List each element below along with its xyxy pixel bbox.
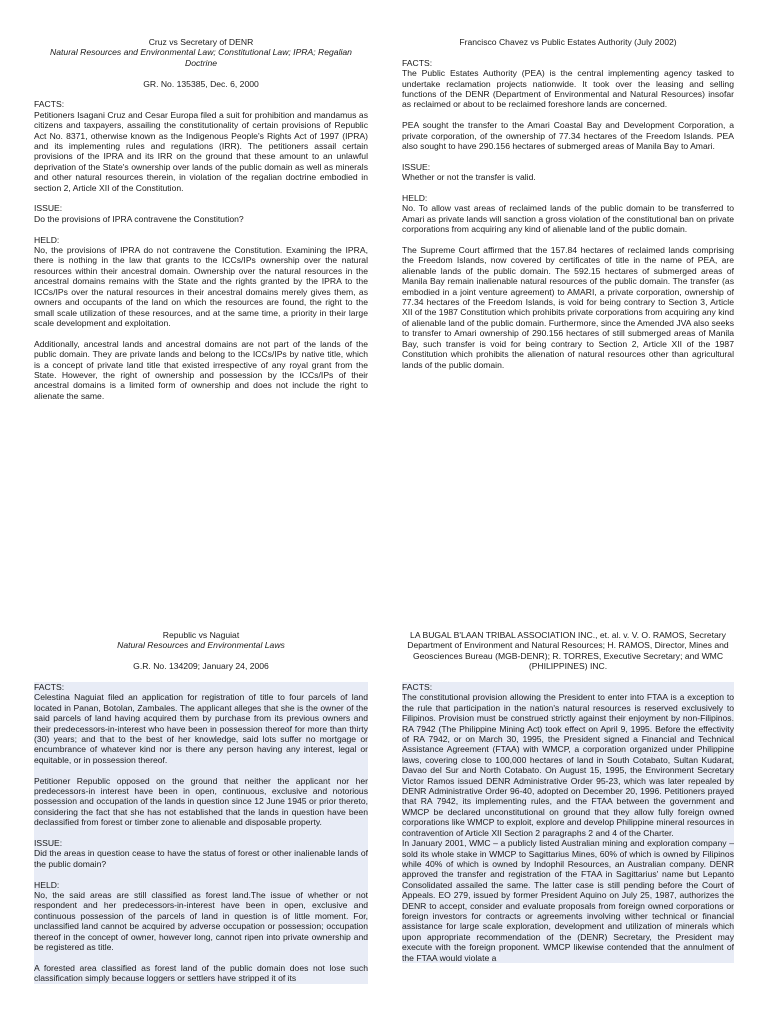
case-header [34, 630, 368, 672]
case-subtitle: Natural Resources and Environmental Laws [117, 640, 285, 651]
case-title: Republic vs Naguiat [162, 630, 240, 640]
facts-paragraph: The Public Estates Authority (PEA) is the central implementing agency tasked to undertake reclamation projects nationwide. It took over the leasing and selling functions of the DENR (Department of Environmental and Natural Resources) insofar as reclaimed or about to be reclaimed foreshore lands are concerned. [402, 68, 734, 110]
facts-paragraph: PEA sought the transfer to the Amari Coastal Bay and Development Corporation, a private corporation, of the ownership of 77.34 hectares of the Freedom Islands. PEA also sought to have 290.156 hectares of submerged areas of Manila Bay to Amari. [402, 120, 734, 152]
held-label: HELD: [402, 193, 428, 204]
case-cruz-vs-denr [34, 37, 368, 412]
issue-text: Whether or not the transfer is valid. [402, 172, 536, 183]
facts-label: FACTS: [402, 57, 433, 68]
case-body [402, 692, 734, 963]
held-label: HELD: [34, 234, 60, 245]
case-reference: G.R. No. 134209; January 24, 2006 [133, 661, 269, 672]
facts-paragraph: Petitioner Republic opposed on the ground that neither the applicant nor her predecessors-in interest have been in open, continuous, exclusive and notorious possession and occupation of the lands in question since 12 June 1945 or prior thereto, considering the fact that she has not established that the lands in question have been declassified from forest or timber zone to alienable and disposable property. [34, 775, 368, 828]
issue-label: ISSUE: [402, 161, 431, 172]
held-paragraph: A forested area classified as forest land of the public domain does not lose such classification simply because loggers or settlers have stripped it of its [34, 962, 368, 984]
case-title: Cruz vs Secretary of DENR [148, 37, 254, 47]
held-paragraph: No. To allow vast areas of reclaimed lands of the public domain to be transferred to Amari as private lands will sanction a gross violation of the constitutional ban on private corporations from acquiring any kind of alienable land of the public domain. [402, 203, 734, 235]
issue-text: Did the areas in question cease to have the status of forest or other inalienable lands of the public domain? [34, 848, 368, 869]
case-header [402, 37, 734, 47]
held-paragraph: No, the said areas are still classified as forest land.The issue of whether or not respondent and her predecessors-in-interest have been in open, exclusive and continuous possession of the parcels of land in question is of little moment. For, unclassified land cannot be acquired by adverse occupation or possession; occupation thereof in the concept of owner, however long, cannot ripen into private ownership and be registered as title. [34, 890, 368, 953]
case-subtitle: Natural Resources and Environmental Law; Constitutional Law; IPRA; Regalian Doctrine [50, 47, 352, 68]
issue-text: Do the provisions of IPRA contravene the Constitution? [34, 213, 244, 224]
issue-label: ISSUE: [34, 203, 63, 214]
case-body [34, 682, 368, 984]
facts-text: Petitioners Isagani Cruz and Cesar Europa filed a suit for prohibition and mandamus as citizens and taxpayers, assailing the constitutionality of certain provisions of Republic Act No. 8371, otherwise known as the Indigenous People's Rights Act of 1997 (IPRA) and its implementing rules and regulations (IRR). The petitioners assail certain provisions of the IPRA and its IRR on the ground that these amount to an unlawful deprivation of the State's ownership over lands of the public domain as well as minerals and other natural resources therein, in violation of the regalian doctrine embodied in section 2, Article XII of the Constitution. [34, 109, 368, 193]
facts-paragraph: The constitutional provision allowing the President to enter into FTAA is a exception to the rule that participation in the nation's natural resources is reserved exclusively to Filipinos. Provision must be construed strictly against their enjoyment by non-Filipinos. RA 7942 (The Philippine Mining Act) took effect on April 9, 1995. Before the effectivity of RA 7942, or on March 30, 1995, the President signed a Financial and Technical Assistance Agreement (FTAA) with WMCP, a corporation organized under Philippine laws, covering close to 100,000 hectares of land in South Cotabato, Sultan Kudarat, Davao del Sur and North Cotabato. On August 15, 1995, the Environment Secretary Victor Ramos issued DENR Administrative Order 95-23, which was later repealed by DENR Administrative Order 96-40, adopted on December 20, 1996. Petitioners prayed that RA 7942, its implementing rules, and the FTAA between the government and WMCP be declared unconstitutional on ground that they allow fully foreign owned corporations like WMCP to exploit, explore and develop Philippine mineral resources in contravention of Article XII Section 2 paragraphs 2 and 4 of the Charter. [402, 692, 734, 838]
held-paragraph: No, the provisions of IPRA do not contravene the Constitution. Examining the IPRA, there is nothing in the law that grants to the ICCs/IPs ownership over the natural resources within their ancestral domain. Ownership over the natural resources in the ancestral domains remains with the State and the rights granted by the IPRA to the ICCs/IPs over the natural resources in their ancestral domains merely gives them, as owners and occupants of the land on which the resources are found, the right to the small scale utilization of these resources, and at the same time, a priority in their large scale development and exploitation. [34, 245, 368, 328]
case-reference: GR. No. 135385, Dec. 6, 2000 [143, 78, 259, 89]
case-la-bugal-vs-ramos [402, 630, 734, 973]
case-republic-vs-naguiat [34, 630, 368, 994]
held-paragraph: The Supreme Court affirmed that the 157.84 hectares of reclaimed lands comprising the Freedom Islands, now covered by certificates of title in the name of PEA, are alienable lands of the public domain. The 592.15 hectares of submerged areas of Manila Bay remain inalienable natural resources of the public domain. The transfer (as embodied in a joint venture agreement) to AMARI, a private corporation, ownership of 77.34 hectares of the Freedom Islands, is void for being contrary to Section 3, Article XII of the 1987 Constitution which prohibits private corporations from acquiring any kind of alienable land of the public domain. Furthermore, since the Amended JVA also seeks to transfer to Amari ownership of 290.156 hectares of still submerged areas of Manila Bay, such transfer is void for being contrary to Section 2, Article XII of the 1987 Constitution which prohibits the alienation of natural resources other than agricultural lands of the public domain. [402, 245, 734, 370]
held-label: HELD: [34, 879, 60, 890]
case-header [34, 37, 368, 89]
facts-label: FACTS: [34, 682, 65, 692]
issue-label: ISSUE: [34, 838, 63, 849]
facts-paragraph: Celestina Naguiat filed an application for registration of title to four parcels of land located in Panan, Botolan, Zambales. The applicant alleges that she is the owner of the said parcels of land having acquired them by purchase from its previous owners and their predecessors-in-interest who have been in possession thereof for more than thirty (30) years; and that to the best of her knowledge, said lots suffer no mortgage or encumbrance of whatever kind nor is there any person having any interest, legal or equitable, or in possession thereof. [34, 692, 368, 765]
facts-paragraph: In January 2001, WMC – a publicly listed Australian mining and exploration company – sold its whole stake in WMCP to Sagittarius Mines, 60% of which is owned by Filipinos while 40% of which is owned by Indophil Resources, an Australian company. DENR approved the transfer and registration of the FTAA in Sagittarius' name but Lepanto Consolidated assailed the same. The latter case is still pending before the Court of Appeals. EO 279, issued by former President Aquino on July 25, 1987, authorizes the DENR to accept, consider and evaluate proposals from foreign owned corporations or foreign investors for contracts or agreements involving wither technical or financial assistance for large scale exploration, development and utilization of minerals which upon appropriate recommendation of the (DENR) Secretary, the President may execute with the foreign proponent. WMCP likewise contended that the annulment of the FTAA would violate a [402, 838, 734, 963]
case-chavez-vs-pea [402, 37, 734, 380]
case-header [402, 630, 734, 672]
held-paragraph: Additionally, ancestral lands and ancestral domains are not part of the lands of the public domain. They are private lands and belong to the ICCs/IPs by native title, which is a concept of private land title that existed irrespective of any royal grant from the State. However, the right of ownership and possession by the ICCs/IPs of their ancestral domains is a limited form of ownership and does not include the right to alienate the same. [34, 338, 368, 401]
case-title: LA BUGAL B'LAAN TRIBAL ASSOCIATION INC., et. al. v. V. O. RAMOS, Secretary Department of Environment and Natural Resources; H. RAMOS, Director, Mines and Geosciences Bureau (MGB-DENR); R. TORRES, Executive Secretary; and WMC (PHILIPPINES) INC. [407, 630, 729, 672]
case-title: Francisco Chavez vs Public Estates Authority (July 2002) [459, 37, 677, 47]
facts-label: FACTS: [34, 99, 65, 110]
facts-label: FACTS: [402, 682, 734, 692]
